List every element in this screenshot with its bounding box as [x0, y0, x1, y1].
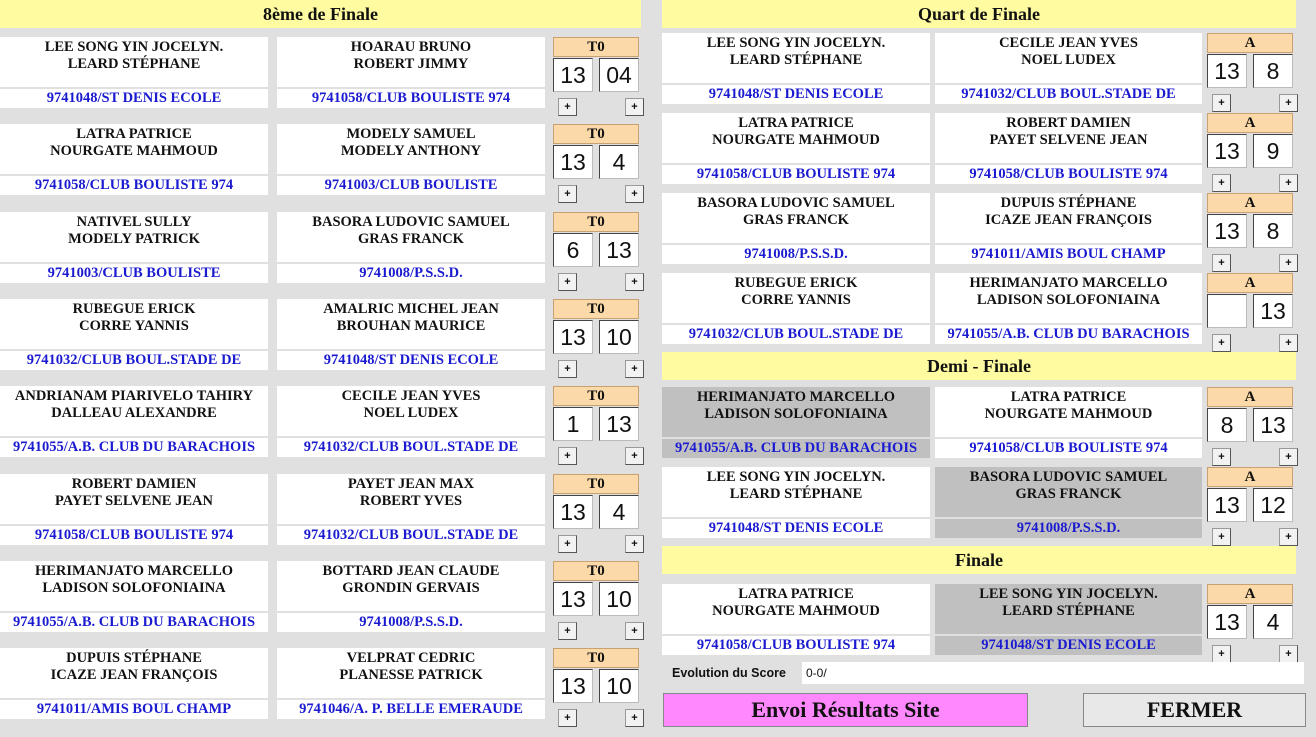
player-name: NOEL LUDEX: [1021, 52, 1116, 68]
round-label: T0: [553, 474, 639, 494]
player-name: GRAS FRANCK: [743, 212, 849, 228]
player-name: DUPUIS STÉPHANE: [66, 650, 202, 667]
score-team1-field[interactable]: 13: [553, 669, 593, 703]
team2-players: [935, 113, 1202, 163]
player-name: LEE SONG YIN JOCELYN.: [706, 35, 886, 51]
player-name: RUBEGUE ERICK: [72, 300, 196, 317]
increment-team1-button[interactable]: +: [1212, 334, 1231, 352]
round-label: T0: [553, 386, 639, 406]
score-team2-field[interactable]: 4: [1253, 605, 1293, 639]
score-team2-field[interactable]: 13: [599, 407, 639, 441]
score-team1-field[interactable]: 13: [1207, 488, 1247, 522]
round-label: A: [1207, 387, 1293, 407]
increment-team1-button[interactable]: +: [558, 709, 577, 727]
player-name: LATRA PATRICE: [738, 115, 854, 131]
team1-club: 9741003/CLUB BOULISTE: [0, 264, 268, 283]
player-name: NOURGATE MAHMOUD: [712, 603, 880, 619]
player-name: LATRA PATRICE: [76, 126, 192, 143]
team1-club: 9741048/ST DENIS ECOLE: [662, 85, 930, 104]
header-quarter-finals: Quart de Finale: [662, 0, 1296, 28]
increment-team1-button[interactable]: +: [558, 622, 577, 640]
score-team1-field[interactable]: 13: [1207, 134, 1247, 168]
player-name: RUBEGUE ERICK: [734, 275, 858, 291]
score-team1-field[interactable]: 13: [553, 582, 593, 616]
round-label: T0: [553, 212, 639, 232]
team2-players: [935, 387, 1202, 437]
team1-players: [662, 193, 930, 243]
team1-players: [662, 584, 930, 634]
team2-players: [935, 467, 1202, 517]
player-name: LEE SONG YIN JOCELYN.: [979, 586, 1158, 602]
round-label: A: [1207, 193, 1293, 213]
player-name: LEE SONG YIN JOCELYN.: [44, 39, 224, 55]
score-team1-field[interactable]: 13: [1207, 605, 1247, 639]
player-name: MODELY PATRICK: [68, 230, 200, 247]
round-label: A: [1207, 467, 1293, 487]
score-team1-field[interactable]: 8: [1207, 408, 1247, 442]
increment-team2-button[interactable]: +: [625, 535, 644, 553]
round-label: T0: [553, 299, 639, 319]
team1-players: [662, 33, 930, 83]
player-name: LEARD STÉPHANE: [729, 52, 863, 68]
player-name: NATIVEL SULLY: [76, 213, 192, 230]
player-name: ICAZE JEAN FRANÇOIS: [50, 667, 218, 684]
player-name: NOURGATE MAHMOUD: [984, 406, 1153, 422]
increment-team1-button[interactable]: +: [558, 98, 577, 116]
team1-players: [0, 386, 268, 436]
player-name: LADISON SOLOFONIAINA: [42, 579, 226, 596]
increment-team2-button[interactable]: +: [1279, 528, 1298, 546]
player-name: PAYET SELVENE JEAN: [55, 492, 213, 509]
player-name: BASORA LUDOVIC SAMUEL: [312, 213, 510, 230]
increment-team2-button[interactable]: +: [1279, 448, 1298, 466]
player-name: CORRE YANNIS: [741, 292, 851, 308]
player-name: MODELY SAMUEL: [346, 126, 476, 143]
increment-team2-button[interactable]: +: [1279, 334, 1298, 352]
team2-club: 9741032/CLUB BOUL.STADE DE: [277, 526, 545, 545]
team2-club: 9741055/A.B. CLUB DU BARACHOIS: [935, 325, 1202, 344]
increment-team2-button[interactable]: +: [625, 622, 644, 640]
round-label: A: [1207, 273, 1293, 293]
player-name: BASORA LUDOVIC SAMUEL: [969, 469, 1168, 485]
player-name: BROUHAN MAURICE: [336, 317, 486, 334]
increment-team2-button[interactable]: +: [625, 709, 644, 727]
team2-club: 9741008/P.S.S.D.: [277, 264, 545, 283]
player-name: DUPUIS STÉPHANE: [1000, 195, 1137, 211]
score-team2-field[interactable]: 04: [599, 58, 639, 92]
team2-players: [277, 299, 545, 349]
player-name: ANDRIANAM PIARIVELO TAHIRY: [14, 388, 254, 405]
increment-team1-button[interactable]: +: [1212, 645, 1231, 663]
player-name: GRONDIN GERVAIS: [342, 579, 480, 596]
score-team2-field[interactable]: 13: [1253, 408, 1293, 442]
player-name: GRAS FRANCK: [358, 230, 464, 247]
team1-club: 9741055/A.B. CLUB DU BARACHOIS: [662, 439, 930, 458]
increment-team2-button[interactable]: +: [625, 360, 644, 378]
header-semi-finals: Demi - Finale: [662, 352, 1296, 380]
team2-club: 9741058/CLUB BOULISTE 974: [935, 165, 1202, 184]
score-team1-field[interactable]: 13: [1207, 214, 1247, 248]
header-final: Finale: [662, 546, 1296, 574]
player-name: PAYET JEAN MAX: [347, 475, 475, 492]
team1-club: 9741055/A.B. CLUB DU BARACHOIS: [0, 438, 268, 457]
player-name: AMALRIC MICHEL JEAN: [323, 300, 499, 317]
score-team2-field[interactable]: 4: [599, 495, 639, 529]
increment-team1-button[interactable]: +: [1212, 174, 1231, 192]
team1-club: 9741058/CLUB BOULISTE 974: [0, 526, 268, 545]
player-name: NOEL LUDEX: [363, 405, 459, 422]
increment-team2-button[interactable]: +: [1279, 174, 1298, 192]
team1-players: [662, 467, 930, 517]
player-name: LEE SONG YIN JOCELYN.: [706, 469, 886, 485]
team1-club: 9741048/ST DENIS ECOLE: [0, 89, 268, 108]
score-evolution-label: Evolution du Score: [672, 666, 786, 680]
round-label: T0: [553, 648, 639, 668]
increment-team1-button[interactable]: +: [558, 535, 577, 553]
team1-club: 9741058/CLUB BOULISTE 974: [0, 176, 268, 195]
team2-club: 9741048/ST DENIS ECOLE: [277, 351, 545, 370]
score-team1-field[interactable]: 6: [553, 233, 593, 267]
score-team1-field[interactable]: 13: [553, 145, 593, 179]
team1-club: 9741032/CLUB BOUL.STADE DE: [0, 351, 268, 370]
player-name: HERIMANJATO MARCELLO: [34, 562, 234, 579]
team2-club: 9741008/P.S.S.D.: [935, 519, 1202, 538]
team2-players: [277, 212, 545, 262]
increment-team2-button[interactable]: +: [625, 185, 644, 203]
score-team1-field[interactable]: 13: [553, 58, 593, 92]
player-name: LADISON SOLOFONIAINA: [976, 292, 1161, 308]
team1-players: [0, 37, 268, 87]
score-team2-field[interactable]: 4: [599, 145, 639, 179]
player-name: LEARD STÉPHANE: [67, 56, 201, 72]
score-team2-field[interactable]: 9: [1253, 134, 1293, 168]
team1-players: [0, 561, 268, 611]
player-name: LATRA PATRICE: [1010, 389, 1127, 405]
player-name: BASORA LUDOVIC SAMUEL: [697, 195, 895, 211]
player-name: MODELY ANTHONY: [340, 143, 482, 160]
close-button[interactable]: FERMER: [1083, 693, 1306, 727]
team1-players: [0, 474, 268, 524]
increment-team1-button[interactable]: +: [1212, 528, 1231, 546]
score-team2-field[interactable]: 8: [1253, 54, 1293, 88]
player-name: CECILE JEAN YVES: [341, 388, 481, 405]
team2-players: [935, 193, 1202, 243]
team1-club: 9741011/AMIS BOUL CHAMP: [0, 700, 268, 719]
player-name: ROBERT YVES: [359, 492, 463, 509]
score-team2-field[interactable]: 13: [599, 233, 639, 267]
increment-team1-button[interactable]: +: [558, 273, 577, 291]
player-name: LADISON SOLOFONIAINA: [704, 406, 888, 422]
score-team1-field[interactable]: 13: [553, 320, 593, 354]
team2-club: 9741032/CLUB BOUL.STADE DE: [935, 85, 1202, 104]
score-team2-field[interactable]: 10: [599, 669, 639, 703]
team2-players: [277, 386, 545, 436]
team1-players: [0, 124, 268, 174]
team2-club: 9741003/CLUB BOULISTE: [277, 176, 545, 195]
player-name: CECILE JEAN YVES: [999, 35, 1138, 51]
team1-players: [0, 299, 268, 349]
increment-team2-button[interactable]: +: [1279, 254, 1298, 272]
send-results-button[interactable]: Envoi Résultats Site: [663, 693, 1028, 727]
score-team1-field[interactable]: 13: [1207, 54, 1247, 88]
increment-team2-button[interactable]: +: [1279, 94, 1298, 112]
player-name: LATRA PATRICE: [738, 586, 854, 602]
round-label: A: [1207, 113, 1293, 133]
round-label: T0: [553, 37, 639, 57]
team1-players: [662, 387, 930, 437]
team2-club: 9741008/P.S.S.D.: [277, 613, 545, 632]
team1-players: [662, 113, 930, 163]
team2-players: [935, 33, 1202, 83]
team2-players: [277, 124, 545, 174]
increment-team1-button[interactable]: +: [558, 185, 577, 203]
increment-team2-button[interactable]: +: [625, 273, 644, 291]
score-team1-field[interactable]: 13: [553, 495, 593, 529]
team2-players: [935, 273, 1202, 323]
player-name: HERIMANJATO MARCELLO: [696, 389, 896, 405]
score-team2-field[interactable]: 10: [599, 582, 639, 616]
team2-club: 9741058/CLUB BOULISTE 974: [935, 439, 1202, 458]
team2-club: 9741011/AMIS BOUL CHAMP: [935, 245, 1202, 264]
team2-club: 9741046/A. P. BELLE EMERAUDE: [277, 700, 545, 719]
increment-team1-button[interactable]: +: [1212, 448, 1231, 466]
increment-team1-button[interactable]: +: [558, 447, 577, 465]
score-evolution-field[interactable]: 0-0/: [802, 662, 1304, 684]
player-name: HERIMANJATO MARCELLO: [969, 275, 1168, 291]
score-team1-field[interactable]: [1207, 294, 1247, 328]
player-name: ICAZE JEAN FRANÇOIS: [985, 212, 1152, 228]
score-team2-field[interactable]: 10: [599, 320, 639, 354]
header-eighth-finals: 8ème de Finale: [0, 0, 641, 28]
team1-club: 9741058/CLUB BOULISTE 974: [662, 636, 930, 655]
player-name: DALLEAU ALEXANDRE: [51, 405, 217, 422]
increment-team2-button[interactable]: +: [625, 447, 644, 465]
player-name: GRAS FRANCK: [1015, 486, 1122, 502]
round-label: T0: [553, 561, 639, 581]
increment-team1-button[interactable]: +: [1212, 254, 1231, 272]
team1-club: 9741048/ST DENIS ECOLE: [662, 519, 930, 538]
score-team2-field[interactable]: 8: [1253, 214, 1293, 248]
score-team2-field[interactable]: 12: [1253, 488, 1293, 522]
player-name: CORRE YANNIS: [79, 317, 189, 334]
player-name: NOURGATE MAHMOUD: [50, 143, 218, 160]
player-name: ROBERT DAMIEN: [1006, 115, 1131, 131]
player-name: LEARD STÉPHANE: [1002, 603, 1135, 619]
team1-club: 9741008/P.S.S.D.: [662, 245, 930, 264]
increment-team2-button[interactable]: +: [1279, 645, 1298, 663]
team1-players: [0, 212, 268, 262]
player-name: PAYET SELVENE JEAN: [989, 132, 1148, 148]
team1-club: 9741032/CLUB BOUL.STADE DE: [662, 325, 930, 344]
team1-club: 9741058/CLUB BOULISTE 974: [662, 165, 930, 184]
team2-players: [277, 561, 545, 611]
score-team1-field[interactable]: 1: [553, 407, 593, 441]
player-name: HOARAU BRUNO: [350, 39, 472, 55]
score-team2-field[interactable]: 13: [1253, 294, 1293, 328]
team2-players: [277, 474, 545, 524]
round-label: T0: [553, 124, 639, 144]
team1-players: [662, 273, 930, 323]
player-name: ROBERT JIMMY: [353, 56, 469, 72]
team1-players: [0, 648, 268, 698]
increment-team1-button[interactable]: +: [1212, 94, 1231, 112]
round-label: A: [1207, 584, 1293, 604]
round-label: A: [1207, 33, 1293, 53]
increment-team2-button[interactable]: +: [625, 98, 644, 116]
team2-players: [935, 584, 1202, 634]
team2-club: 9741032/CLUB BOUL.STADE DE: [277, 438, 545, 457]
player-name: LEARD STÉPHANE: [729, 486, 863, 502]
player-name: BOTTARD JEAN CLAUDE: [322, 562, 500, 579]
team2-players: [277, 37, 545, 87]
player-name: NOURGATE MAHMOUD: [712, 132, 880, 148]
increment-team1-button[interactable]: +: [558, 360, 577, 378]
player-name: ROBERT DAMIEN: [71, 475, 197, 492]
team1-club: 9741055/A.B. CLUB DU BARACHOIS: [0, 613, 268, 632]
team2-players: [277, 648, 545, 698]
player-name: PLANESSE PATRICK: [339, 667, 483, 684]
player-name: VELPRAT CEDRIC: [346, 650, 476, 667]
team2-club: 9741048/ST DENIS ECOLE: [935, 636, 1202, 655]
team2-club: 9741058/CLUB BOULISTE 974: [277, 89, 545, 108]
